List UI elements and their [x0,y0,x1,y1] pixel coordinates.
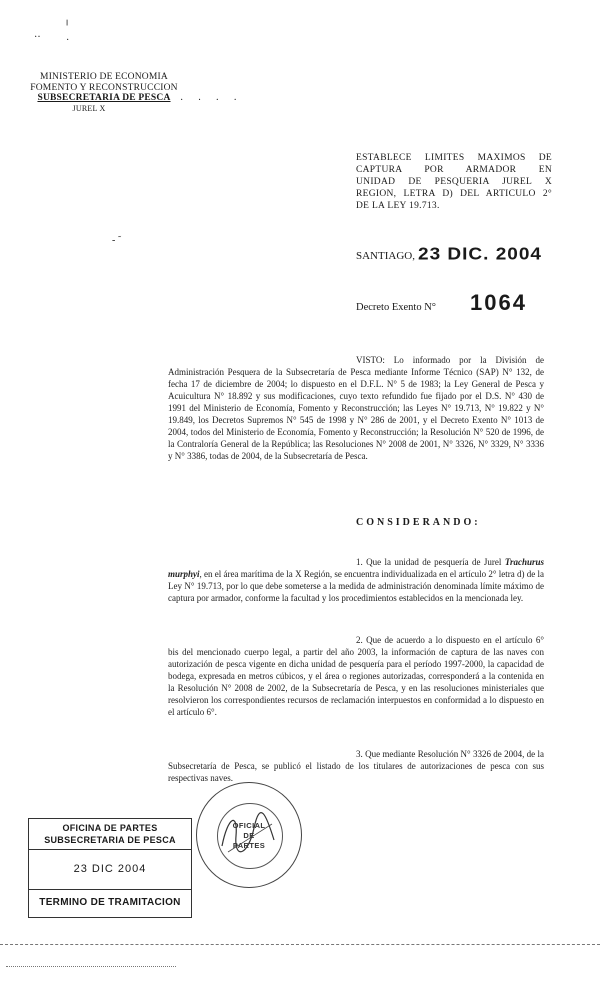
decree-number: 1064 [470,290,527,315]
scan-speck: - ˜ [112,235,122,246]
p2-text: 2. Que de acuerdo a lo dispuesto en el artículo 6° bis del mencionado cuerpo legal, a partir del año 2003, la información de captura de las naves con autorización de pesca vigente en dicha unidad de pesquería para el período 1997-2000, la capacidad de bodega, expresada en metros cúbicos, y el área o regiones autorizadas, corresponderá a la contenida en la Resolución N° 2008 de 2002, de la Subsecretaría de Pesca, y en las resoluciones ministeriales que resolvieron los correspondientes recursos de reclamación interpuestos en conformidad a lo dispuesto en el artículo 6°. [168,635,544,717]
ministry-line1: MINISTERIO DE ECONOMIA [40,72,168,82]
scan-rule [0,944,600,945]
p1-species: Trachurus murphyi [168,557,545,579]
subject-line4: REGION, LETRA D) DEL ARTICULO 2° [356,189,552,199]
round-stamp-line1: OFICIAL [232,821,266,830]
subsecretaria-line: SUBSECRETARIA DE PESCA [37,93,171,103]
date-value: 23 DIC. 2004 [418,245,542,264]
considerando-paragraph-1 [168,556,544,604]
office-stamp-line2: SUBSECRETARIA DE PESCA [44,835,176,845]
decree-subject [356,152,552,212]
subject-line1: ESTABLECE LIMITES MAXIMOS DE [356,153,552,163]
office-stamp-line1: OFICINA DE PARTES [62,823,158,833]
round-stamp-line2: DE [243,831,255,840]
office-stamp [28,818,192,918]
round-stamp-line3: PARTES [232,841,266,850]
reference-line: JUREL X [72,103,106,113]
scan-speck: · [66,35,70,46]
visto-paragraph [168,354,544,462]
ministry-header [24,72,184,114]
considerando-paragraph-2 [168,634,544,718]
scan-rule [6,966,176,967]
considerando-heading: CONSIDERANDO: [356,517,481,528]
scan-speck: ‥ [34,29,41,40]
p1-text: , en el área marítima de la X Región, se encuentra individualizada en el artículo 2° letra d) de la Ley N° 19.713, por lo que debe someterse a la medida de administración denominada límite máximo de captura por armador, conforme la facultad y los procedimientos establecidos en la mencionada ley. [168,569,544,603]
subject-line3: UNIDAD DE PESQUERIA JUREL X [356,177,552,187]
scan-speck: · · · · [180,95,243,106]
office-stamp-divider [29,889,191,890]
subject-line5: DE LA LEY 19.713. [356,201,440,211]
p1-intro: 1. Que la unidad de pesquería de Jurel [356,557,502,567]
scan-speck: ╷ [64,15,71,26]
decree-label: Decreto Exento N° [356,302,437,313]
office-stamp-divider [29,849,191,850]
considerando-paragraph-3 [168,748,544,784]
office-stamp-status: TERMINO DE TRAMITACION [39,897,181,908]
subject-line2: CAPTURA POR ARMADOR EN [356,165,552,175]
office-stamp-date: 23 DIC 2004 [73,863,147,875]
p3-text: 3. Que mediante Resolución N° 3326 de 2004, de la Subsecretaría de Pesca, se publicó el listado de los titulares de autorizaciones de pesca con sus respectivas naves. [168,749,544,783]
date-label: SANTIAGO, [356,250,415,262]
signature-scribble [214,806,284,867]
visto-text: VISTO: Lo informado por la División de Administración Pesquera de la Subsecretaría de Pesca mediante Informe Técnico (SAP) N° 132, de fecha 17 de diciembre de 2004; lo dispuesto en el D.F.L. N° 5 de 1983; la Ley General de Pesca y Acuicultura N° 18.892 y sus modificaciones, cuyo texto refundido fue fijado por el D.S. N° 430 de 1991 del Ministerio de Economía, Fomento y Reconstrucción; las Leyes N° 19.713, N° 19.822 y N° 19.849, los Decretos Supremos N° 545 de 1998 y N° 286 de 2001, y el Decreto Exento N° 1013 de 2004, todos del Ministerio de Economía, Fomento y Reconstrucción; la Resolución N° 520 de 1996, de la Contraloría General de la República; las Resoluciones N° 2008 de 2001, N° 3326, N° 3329, N° 3336 y N° 3386, todas de 2004, de la Subsecretaría de Pesca. [168,355,544,461]
ministry-line2: FOMENTO Y RECONSTRUCCION [30,82,178,93]
